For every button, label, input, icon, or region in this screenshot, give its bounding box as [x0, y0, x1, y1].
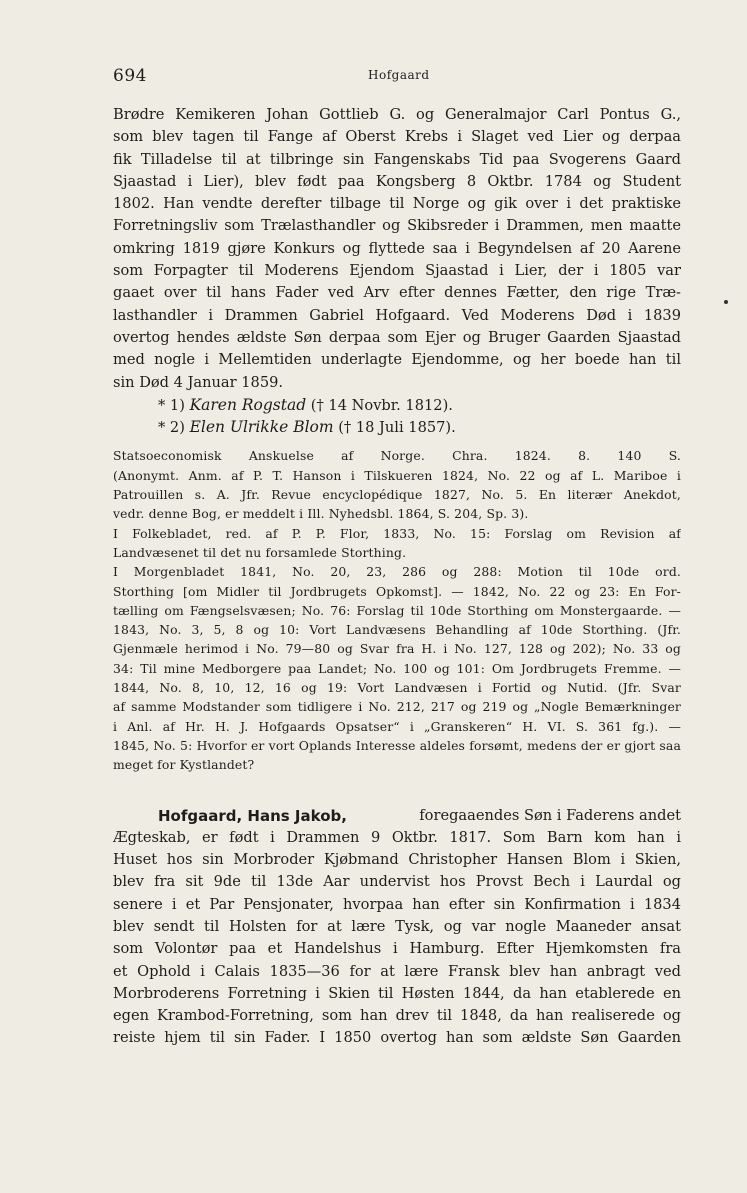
spouse-name: Karen Rogstad: [189, 395, 307, 414]
text-line: omkring 1819 gjøre Konkurs og flyttede saa i Begyndelsen af 20 Aarene: [113, 239, 681, 257]
text-line: senere i et Par Pensjonater, hvorpaa han efter sin Konfirmation i 1834: [113, 895, 681, 913]
ref-line: Storthing [om Midler til Jordbrugets Opkomst]. — 1842, No. 22 og 23: En For-: [113, 583, 681, 599]
bibliography-ref-1: [113, 446, 681, 523]
text-line: reiste hjem til sin Fader. I 1850 overtog han som ældste Søn Gaarden: [113, 1029, 681, 1047]
text-line: et Ophold i Calais 1835—36 for at lære Fransk blev han anbragt ved: [113, 962, 681, 980]
text-line-last: sin Død 4 Januar 1859.: [113, 373, 284, 391]
spouse-dates: († 18 Juli 1857).: [338, 419, 456, 437]
page-blemish: [724, 300, 728, 304]
text-line: egen Krambod-Forretning, som han drev til 1848, da han realiserede og: [113, 1007, 681, 1025]
text-line: gaaet over til hans Fader ved Arv efter dennes Fætter, den rige Træ-: [113, 284, 681, 302]
text-line: Huset hos sin Morbroder Kjøbmand Christopher Hansen Blom i Skien,: [113, 851, 681, 869]
ref-line: I Morgenbladet 1841, No. 20, 23, 286 og 288: Motion til 10de ord.: [113, 564, 681, 580]
text-line: Forretningsliv som Trælasthandler og Skibsreder i Drammen, men maatte: [113, 217, 681, 235]
ref-line: (Anonymt. Anm. af P. T. Hanson i Tilskueren 1824, No. 22 og af L. Mariboe i: [113, 467, 681, 483]
bibliography-ref-3: [113, 562, 681, 774]
ref-line: 34: Til mine Medborgere paa Landet; No. 100 og 101: Om Jordbrugets Fremme. —: [113, 660, 681, 676]
text-line: blev fra sit 9de til 13de Aar undervist hos Provst Bech i Laurdal og: [113, 873, 681, 891]
spouse-name: Elen Ulrikke Blom: [189, 418, 334, 437]
entry-first-line-rest: foregaaendes Søn i Faderens andet: [419, 806, 681, 824]
text-line: som blev tagen til Fange af Oberst Krebs i Slaget ved Lier og derpaa: [113, 128, 681, 146]
ref-line-last: 1845, No. 5: Hvorfor er vort Oplands Interesse aldeles forsømt, medens der er gjort saa meget for Kystlandet?: [113, 737, 681, 773]
text-line: overtog hendes ældste Søn derpaa som Ejer og Bruger Gaarden Sjaastad: [113, 328, 681, 346]
text-line: med nogle i Mellemtiden underlagte Ejendomme, og her boede han til: [113, 351, 681, 369]
text-line: Sjaastad i Lier), blev født paa Kongsberg 8 Oktbr. 1784 og Student: [113, 172, 681, 190]
page-number: 694: [113, 66, 147, 86]
text-line: som Volontør paa et Handelshus i Hamburg. Efter Hjemkomsten fra: [113, 940, 681, 958]
text-line: 1802. Han vendte derefter tilbage til Norge og gik over i det praktiske: [113, 195, 681, 213]
ref-line: Statsoeconomisk Anskuelse af Norge. Chra. 1824. 8. 140 S.: [113, 448, 681, 464]
ref-line: af samme Modstander som tidligere i No. 212, 217 og 219 og „Nogle Bemærkninger: [113, 699, 681, 715]
spouse-entry: [113, 416, 681, 438]
text-line: som Forpagter til Moderens Ejendom Sjaastad i Lier, der i 1805 var: [113, 262, 681, 280]
ref-line: 1844, No. 8, 10, 12, 16 og 19: Vort Landvæsen i Fortid og Nutid. (Jfr. Svar: [113, 680, 681, 696]
ref-line: Landvæsenet til det nu forsamlede Storthing.: [113, 544, 407, 560]
ref-line: I Folkebladet, red. af P. P. Flor, 1833, No. 15: Forslag om Revision af: [113, 525, 681, 541]
ref-line: vedr. denne Bog, er meddelt i Ill. Nyhedsbl. 1864, S. 204, Sp. 3).: [113, 506, 529, 522]
text-line: lasthandler i Drammen Gabriel Hofgaard. Ved Moderens Død i 1839: [113, 306, 681, 324]
ref-line: Patrouillen s. A. Jfr. Revue encyclopédique 1827, No. 5. En literær Anekdot,: [113, 487, 681, 503]
spouse-list: [113, 394, 681, 439]
text-line: blev sendt til Holsten for at lære Tysk, og var nogle Maaneder ansat: [113, 917, 681, 935]
entry-heading: Hofgaard, Hans Jakob,: [158, 806, 347, 825]
page-header: [113, 66, 681, 90]
ref-line: tælling om Fængselsvæsen; No. 76: Forslag til 10de Storthing om Monstergaarde. —: [113, 602, 681, 618]
spouse-dates: († 14 Novbr. 1812).: [310, 396, 453, 414]
ref-line: Gjenmæle herimod i No. 79—80 og Svar fra H. i No. 127, 128 og 202); No. 33 og: [113, 641, 681, 657]
text-line: Ægteskab, er født i Drammen 9 Oktbr. 1817. Som Barn kom han i: [113, 828, 681, 846]
ref-line: i Anl. af Hr. H. J. Hofgaards Opsatser“ i „Granskeren“ H. VI. S. 361 fg.). —: [113, 718, 681, 734]
bibliography-ref-2: [113, 524, 681, 563]
ref-line: 1843, No. 3, 5, 8 og 10: Vort Landvæsens Behandling af 10de Storthing. (Jfr.: [113, 622, 681, 638]
entry-hans-jakob-hofgaard: [113, 805, 681, 1050]
spouse-mark: * 1): [158, 396, 185, 414]
paragraph-biography-1: [113, 104, 681, 394]
text-line: Brødre Kemikeren Johan Gottlieb G. og Generalmajor Carl Pontus G.,: [113, 106, 681, 123]
spouse-entry: [113, 394, 681, 416]
running-title: Hofgaard: [368, 68, 430, 82]
entry-first-line: [113, 805, 681, 827]
text-line: fik Tilladelse til at tilbringe sin Fangenskabs Tid paa Svogerens Gaard: [113, 150, 681, 168]
spouse-mark: * 2): [158, 419, 185, 437]
text-line: Morbroderens Forretning i Skien til Høsten 1844, da han etablerede en: [113, 984, 681, 1002]
page-body: [113, 104, 681, 1050]
